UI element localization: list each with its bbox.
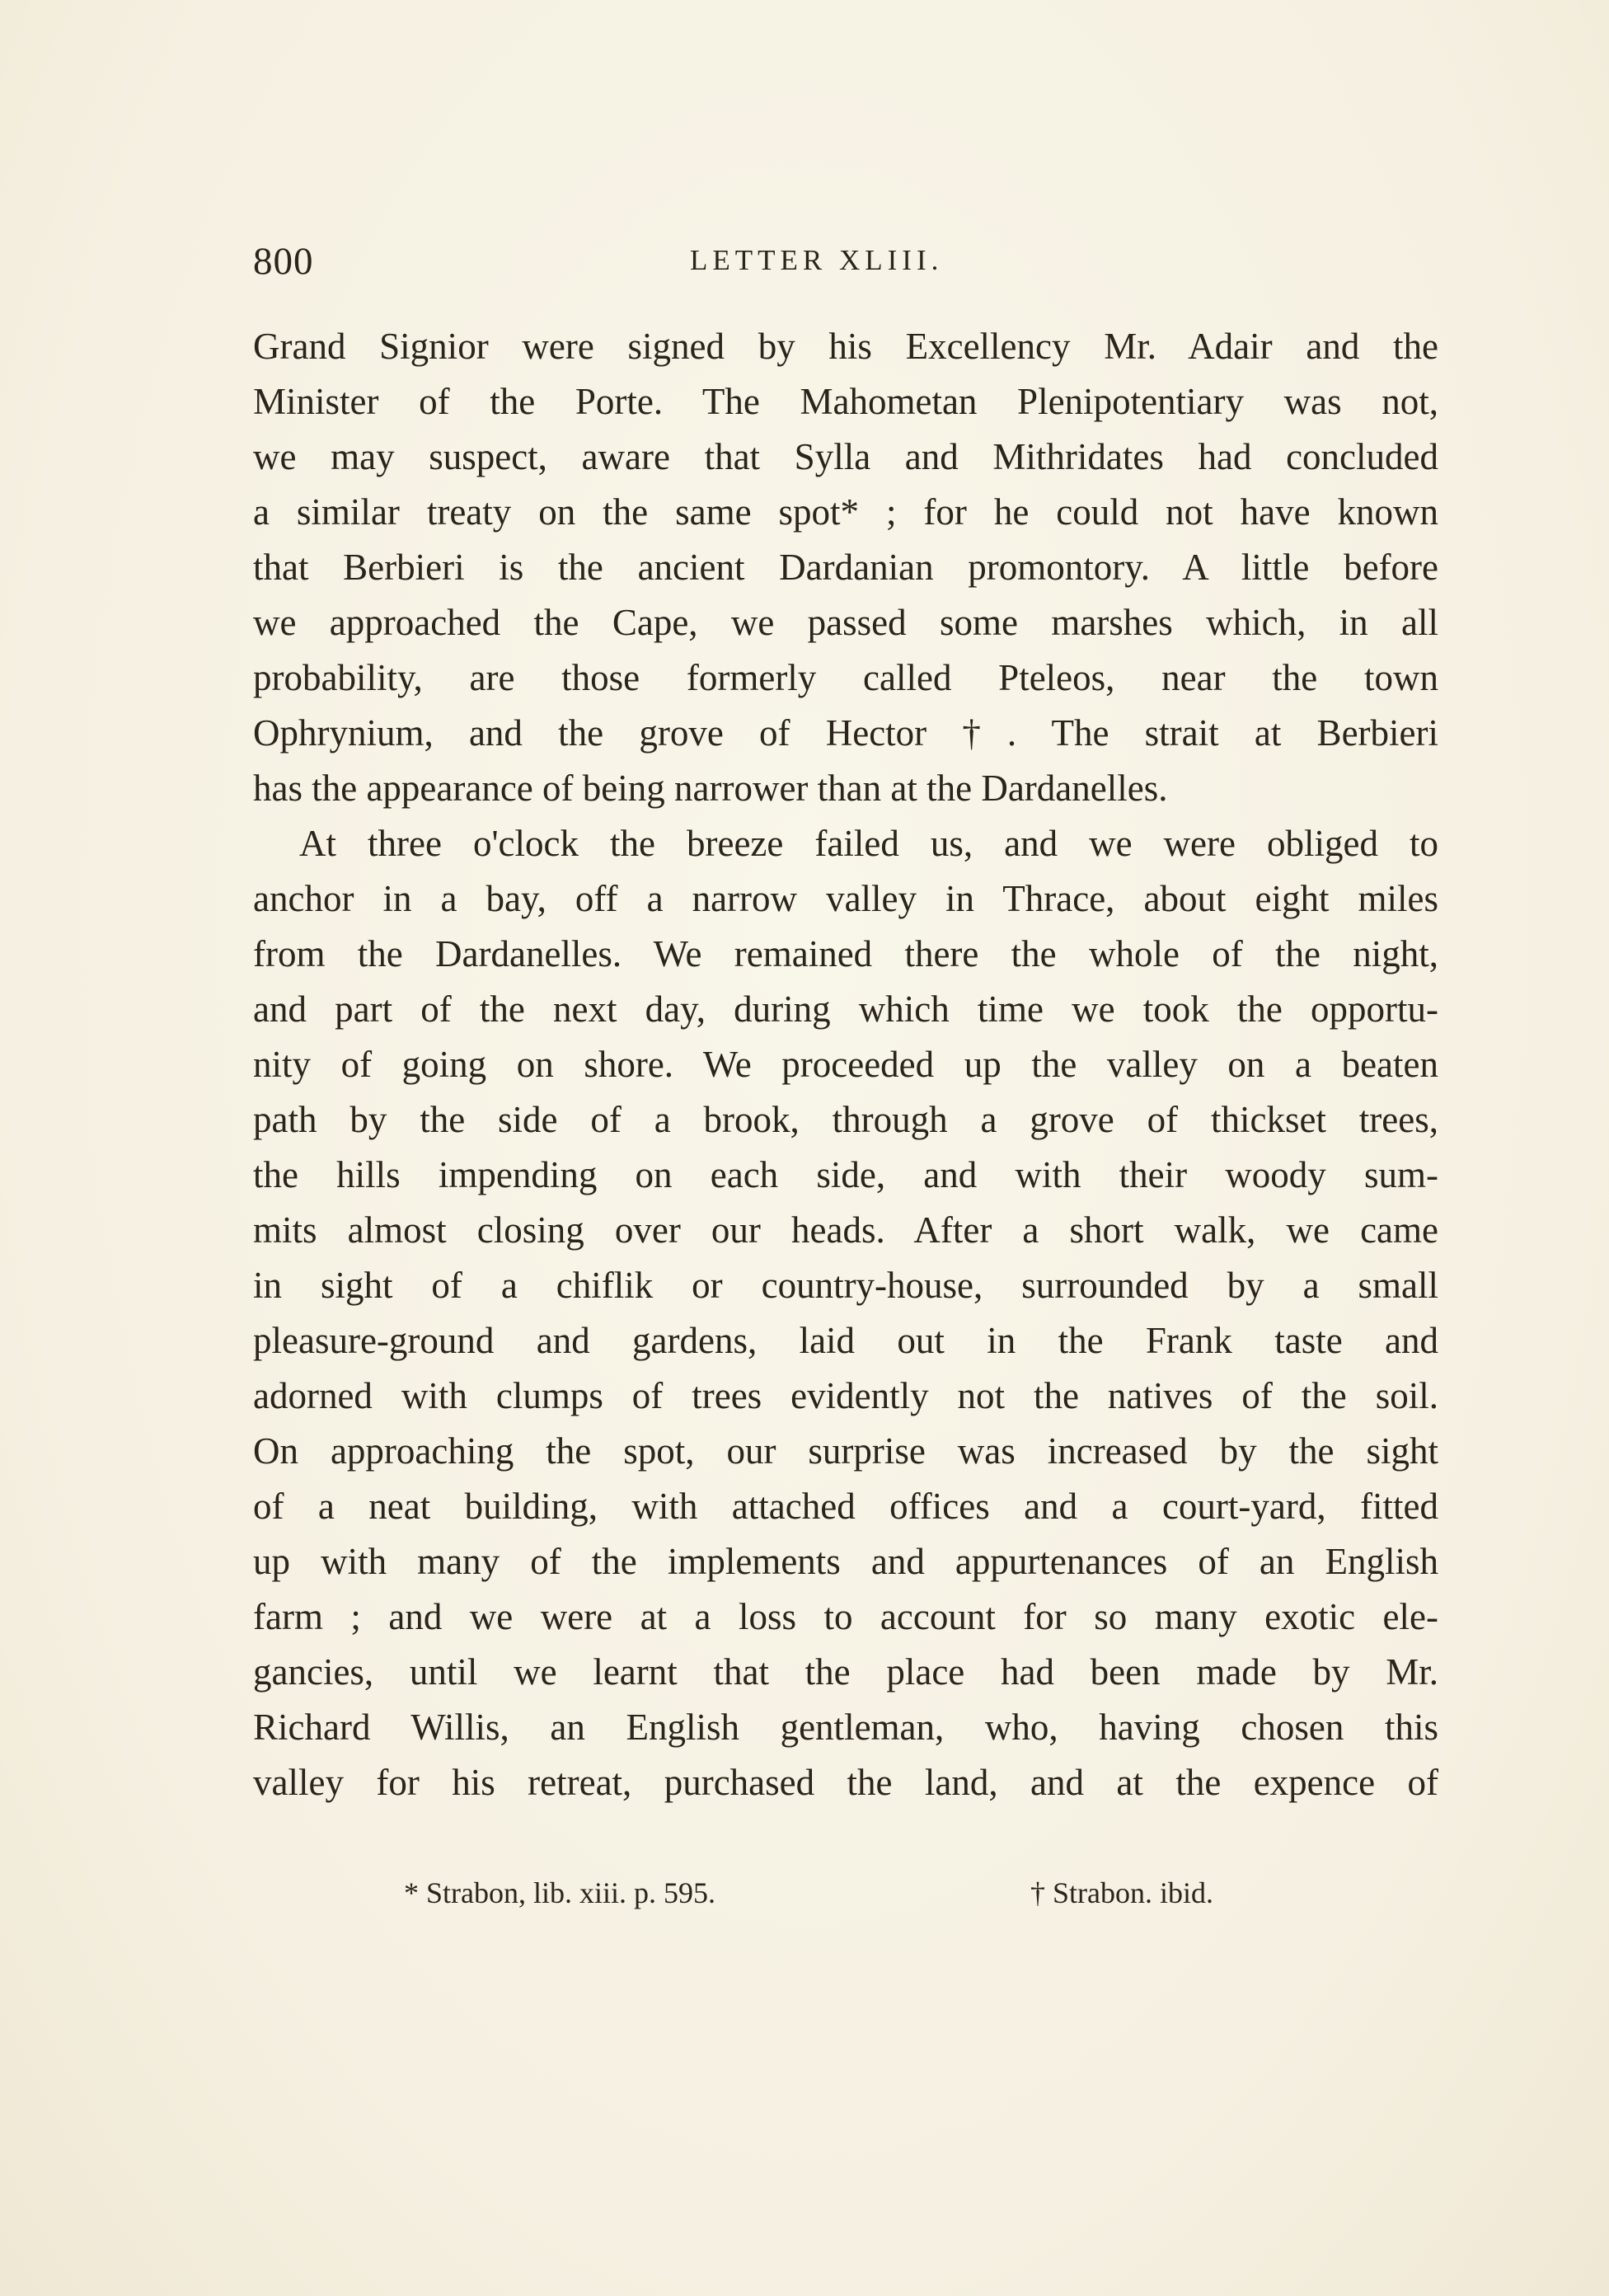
text-line: At three o'clock the breeze failed us, and we were obliged to xyxy=(299,823,1438,864)
text-line: gancies, until we learnt that the place had been made by Mr. xyxy=(253,1651,1438,1693)
footnote-strabon-595: * Strabon, lib. xiii. p. 595. xyxy=(404,1876,715,1909)
page-number: 800 xyxy=(253,240,314,283)
text-line: On approaching the spot, our surprise was increased by the sight xyxy=(253,1430,1438,1472)
text-line: adorned with clumps of trees evidently not the natives of the soil. xyxy=(253,1375,1438,1416)
text-line: and part of the next day, during which time we took the opportu- xyxy=(253,988,1438,1030)
running-head: LETTER XLIII. xyxy=(690,244,944,276)
text-line: from the Dardanelles. We remained there the whole of the night, xyxy=(253,933,1438,974)
text-line: pleasure-ground and gardens, laid out in the Frank taste and xyxy=(253,1320,1438,1361)
text-line: has the appearance of being narrower than at the Dardanelles. xyxy=(253,768,1168,809)
text-line: up with many of the implements and appurtenances of an English xyxy=(253,1541,1438,1582)
text-line: Grand Signior were signed by his Excellency Mr. Adair and the xyxy=(253,326,1438,367)
text-line: path by the side of a brook, through a grove of thickset trees, xyxy=(253,1099,1438,1140)
text-line: that Berbieri is the ancient Dardanian promontory. A little before xyxy=(253,547,1438,588)
text-line: Ophrynium, and the grove of Hector †. The strait at Berbieri xyxy=(253,712,1438,754)
text-line: anchor in a bay, off a narrow valley in Thrace, about eight miles xyxy=(253,878,1438,919)
text-line: valley for his retreat, purchased the land, and at the expence of xyxy=(253,1762,1438,1803)
text-line: Richard Willis, an English gentleman, who, having chosen this xyxy=(253,1707,1438,1748)
body-text xyxy=(253,319,1438,1810)
text-line: of a neat building, with attached offices and a court-yard, fitted xyxy=(253,1486,1438,1527)
text-line: a similar treaty on the same spot* ; for he could not have known xyxy=(253,491,1438,533)
text-line: we may suspect, aware that Sylla and Mithridates had concluded xyxy=(253,436,1438,477)
text-line: Minister of the Porte. The Mahometan Plenipotentiary was not, xyxy=(253,381,1438,422)
text-line: mits almost closing over our heads. After a short walk, we came xyxy=(253,1209,1438,1251)
text-line: the hills impending on each side, and with their woody sum- xyxy=(253,1154,1438,1195)
text-line: farm ; and we were at a loss to account for so many exotic ele- xyxy=(253,1596,1438,1637)
footnotes xyxy=(404,1876,1352,1917)
footnote-strabon-ibid: † Strabon. ibid. xyxy=(1030,1876,1213,1909)
text-line: in sight of a chiflik or country-house, surrounded by a small xyxy=(253,1265,1438,1306)
page-header xyxy=(253,239,1440,289)
text-line: nity of going on shore. We proceeded up the valley on a beaten xyxy=(253,1044,1438,1085)
text-line: we approached the Cape, we passed some marshes which, in all xyxy=(253,602,1438,643)
text-line: probability, are those formerly called Pteleos, near the town xyxy=(253,657,1438,698)
